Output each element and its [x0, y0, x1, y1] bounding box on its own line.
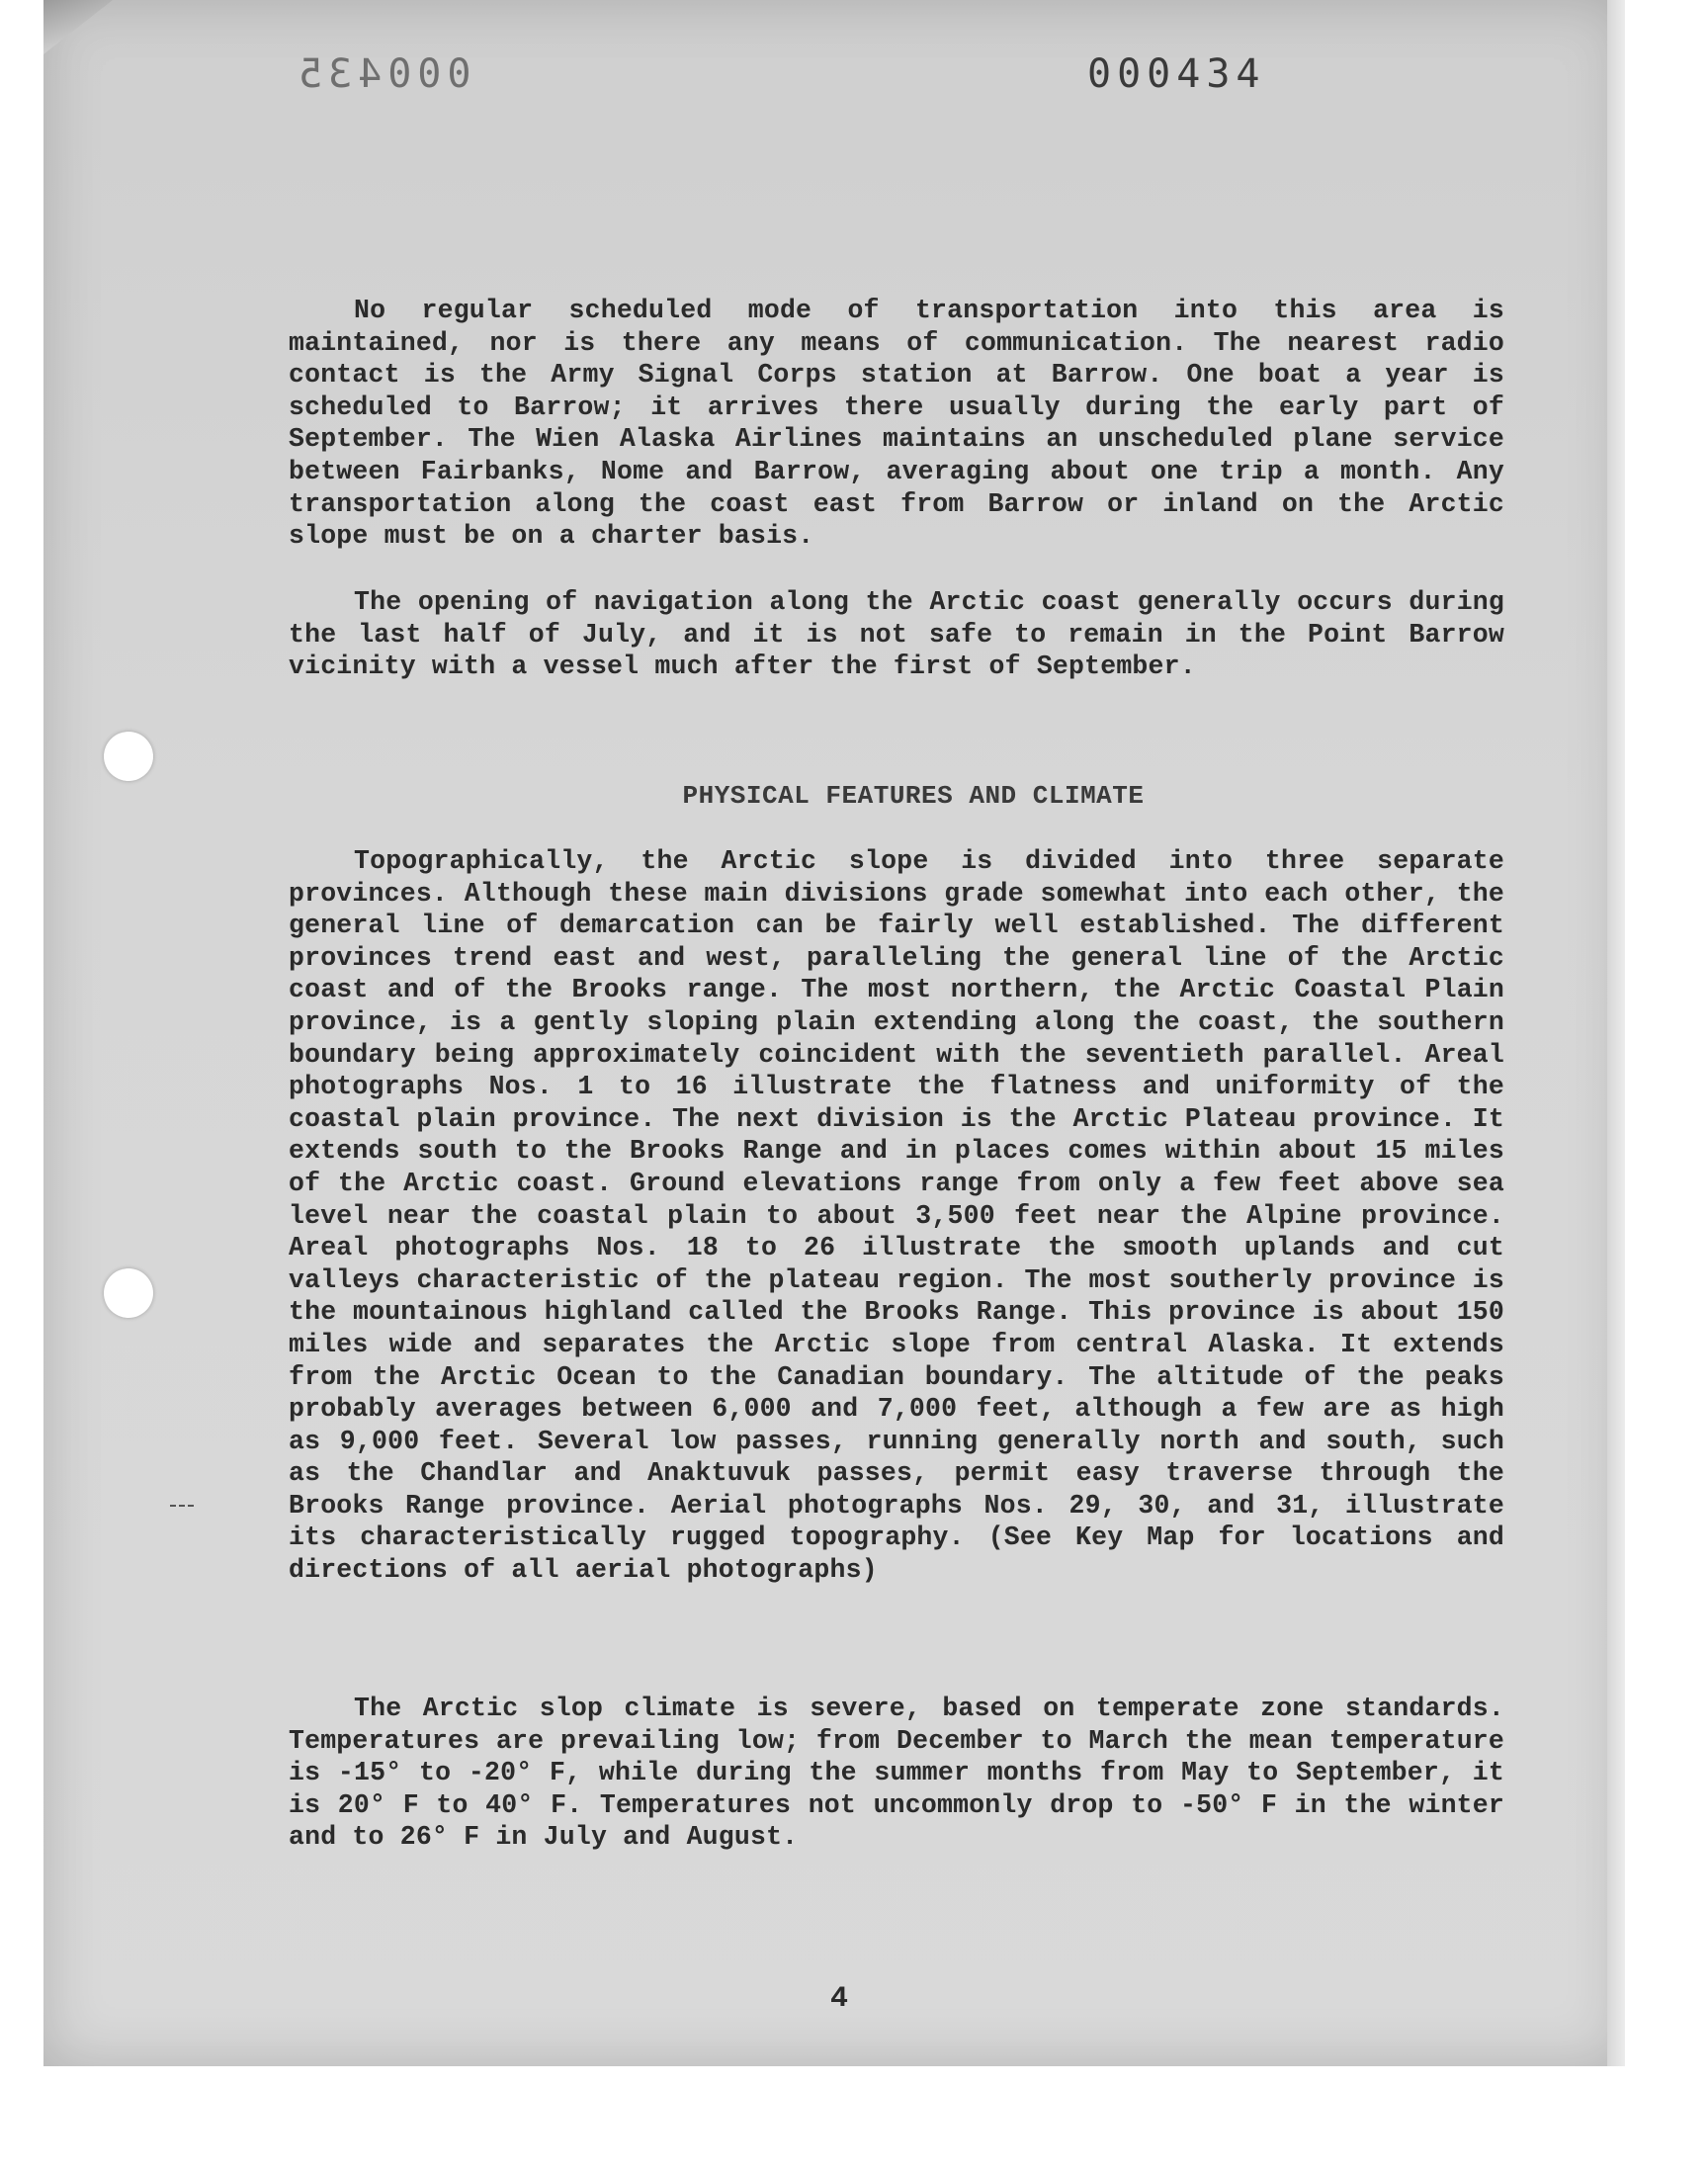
paragraph-transportation	[289, 295, 1504, 553]
paragraph-text: The opening of navigation along the Arctic coast generally occurs during the last half of July, and it is not safe to remain in the Point Barrow vicinity with a vessel much after the first of September.	[289, 587, 1504, 682]
bleed-through-stamp: 000435	[293, 51, 471, 97]
section-heading: PHYSICAL FEATURES AND CLIMATE	[682, 781, 1145, 811]
paragraph-text: The Arctic slop climate is severe, based on temperate zone standards. Temperatures are prevailing low; from December to March the mean temperature is -15° to -20° F, while during the summer months from May to September, it is 20° F to 40° F. Temperatures not uncommonly drop to -50° F in the winter and to 26° F in July and August.	[289, 1694, 1504, 1853]
paragraph-text: No regular scheduled mode of transportation into this area is maintained, nor is there any means of communication. The nearest radio contact is the Army Signal Corps station at Barrow. One boat a year is scheduled to Barrow; it arrives there usually during the early part of September. The Wien Alaska Airlines maintains an unscheduled plane service between Fairbanks, Nome and Barrow, averaging about one trip a month. Any transportation along the coast east from Barrow or inland on the Arctic slope must be on a charter basis.	[289, 296, 1504, 552]
paragraph-climate	[289, 1693, 1504, 1854]
page-stamp-number: 000434	[1087, 51, 1266, 97]
paragraph-navigation	[289, 586, 1504, 683]
page-number: 4	[830, 1982, 849, 2016]
paragraph-topography	[289, 845, 1504, 1587]
paragraph-text: Topographically, the Arctic slope is divided into three separate provinces. Although these main divisions grade somewhat into each other, the general line of demarcation can be fairly well established. The different provinces trend east and west, paralleling the general line of the Arctic coast and of the Brooks range. The most northern, the Arctic Coastal Plain province, is a gently sloping plain extending along the coast, the southern boundary being approximately coincident with the seventieth parallel. Areal photographs Nos. 1 to 16 illustrate the flatness and uniformity of the coastal plain province. The next division is the Arctic Plateau province. It extends south to the Brooks Range and in places comes within about 15 miles of the Arctic coast. Ground elevations range from only a few feet above sea level near the coastal plain to about 3,500 feet near the Alpine province. Areal photographs Nos. 18 to 26 illustrate the smooth uplands and cut valleys characteristic of the plateau region. The most southerly province is the mountainous highland called the Brooks Range. This province is about 150 miles wide and separates the Arctic slope from central Alaska. It extends from the Arctic Ocean to the Canadian boundary. The altitude of the peaks probably averages between 6,000 and 7,000 feet, although a few are as high as 9,000 feet. Several low passes, running generally north and south, such as the Chandlar and Anaktuvuk passes, permit easy traverse through the Brooks Range province. Aerial photographs Nos. 29, 30, and 31, illustrate its characteristically rugged topography. (See Key Map for locations and directions of all aerial photographs)	[289, 846, 1504, 1586]
margin-mark	[170, 1505, 194, 1507]
page-edge	[1607, 0, 1625, 2066]
punch-hole	[104, 732, 153, 781]
punch-hole	[104, 1268, 153, 1318]
